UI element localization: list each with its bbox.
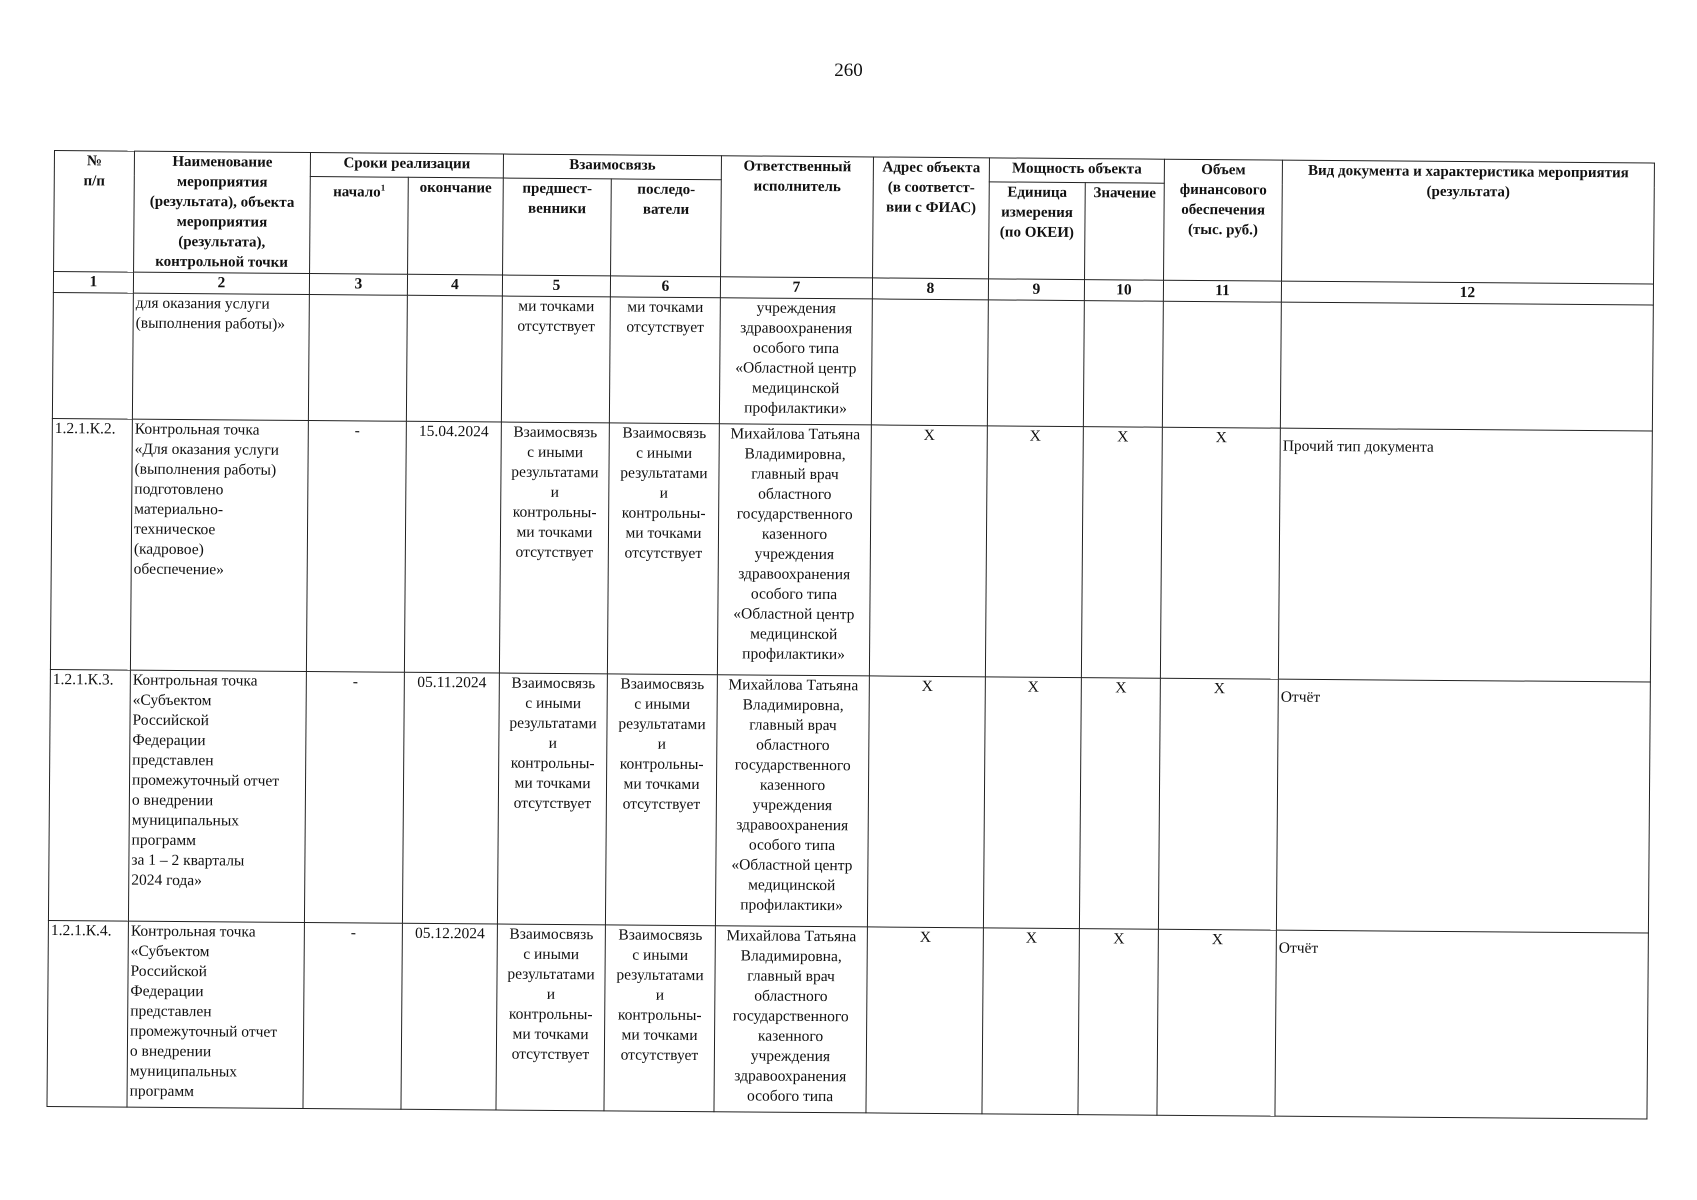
row-start — [308, 295, 407, 422]
row-finance: X — [1158, 678, 1278, 930]
column-number: 3 — [309, 274, 407, 296]
row-start: - — [306, 421, 406, 673]
row-predecessors: Взаимосвязь с иными результатами и контрольны- ми точками отсутствует — [496, 924, 605, 1111]
row-name: Контрольная точка «Субъектом Российской Федерации представлен промежуточный отчет о внедрении муниципальных программ — [127, 921, 304, 1108]
header-relation: Взаимосвязь — [503, 154, 721, 180]
column-number: 10 — [1084, 280, 1163, 302]
header-doc-type: Вид документа и характеристика мероприятия (результата) — [1282, 160, 1655, 284]
row-num — [52, 292, 133, 419]
row-successors: Взаимосвязь с иными результатами и контрольны- ми точками отсутствует — [604, 925, 715, 1112]
row-end: 15.04.2024 — [404, 421, 501, 673]
row-predecessors: Взаимосвязь с иными результатами и контрольны- ми точками отсутствует — [499, 422, 609, 674]
column-number: 4 — [407, 274, 502, 296]
header-terms: Сроки реализации — [310, 153, 503, 179]
header-num: № п/п — [54, 151, 135, 273]
column-number: 12 — [1281, 281, 1653, 305]
row-value — [1083, 301, 1163, 428]
row-end: 05.12.2024 — [401, 923, 497, 1110]
row-address: X — [867, 676, 985, 928]
header-unit: Единица измерения (по ОКЕИ) — [989, 182, 1086, 280]
table-container — [46, 150, 1654, 1120]
row-unit: X — [985, 426, 1083, 678]
row-unit: X — [983, 677, 1081, 929]
row-num: 1.2.1.К.4. — [47, 920, 128, 1107]
page-number: 260 — [834, 60, 863, 81]
header-end: окончание — [408, 177, 504, 275]
row-num: 1.2.1.К.2. — [50, 418, 132, 670]
row-name: Контрольная точка «Для оказания услуги (выполнения работы) подготовлено материально- техническое (кадровое) обеспечение» — [130, 419, 308, 671]
column-number: 1 — [53, 272, 133, 294]
row-value: X — [1079, 678, 1160, 930]
table-row — [52, 292, 1653, 431]
row-start: - — [303, 922, 402, 1109]
row-predecessors: Взаимосвязь с иными результатами и контрольны- ми точками отсутствует — [497, 673, 607, 925]
row-address: X — [866, 927, 983, 1114]
row-finance: X — [1157, 929, 1276, 1116]
row-unit — [987, 300, 1084, 427]
row-name: для оказания услуги (выполнения работы)» — [132, 293, 309, 420]
row-doc-type: Отчёт — [1275, 930, 1648, 1119]
row-end — [406, 295, 502, 422]
row-responsible: Михайлова Татьяна Владимировна, главный врач областного государственного казенного учреждения здравоохранения особого типа «Областной центр медицинской профилактики» — [715, 675, 869, 927]
row-doc-type: Отчёт — [1276, 679, 1650, 933]
table-row — [50, 418, 1652, 682]
header-capacity: Мощность объекта — [989, 158, 1164, 184]
header-start-footnote: 1 — [380, 182, 386, 193]
row-name: Контрольная точка «Субъектом Российской Федерации представлен промежуточный отчет о внедрении муниципальных программ за 1 – 2 кварталы 2024 года» — [128, 670, 306, 922]
header-start — [310, 177, 409, 275]
header-successors: последо- ватели — [611, 179, 722, 277]
column-number: 7 — [720, 277, 872, 299]
activities-table — [46, 150, 1654, 1120]
row-doc-type: Прочий тип документа — [1278, 428, 1652, 682]
table-row — [47, 920, 1648, 1119]
header-predecessors: предшест- венники — [503, 178, 612, 276]
header-address: Адрес объекта (в соответст-вии с ФИАС) — [873, 157, 990, 279]
column-number: 8 — [872, 278, 988, 300]
table-header — [54, 151, 1655, 285]
column-number: 6 — [610, 276, 720, 298]
row-responsible: учреждения здравоохранения особого типа «Областной центр медицинской профилактики» — [719, 298, 872, 425]
row-start: - — [304, 671, 404, 923]
row-address: X — [869, 425, 987, 677]
header-start-label: начало — [333, 184, 381, 201]
row-successors: ми точками отсутствует — [609, 297, 720, 424]
row-unit: X — [982, 928, 1079, 1115]
header-finance: Объем финансового обеспечения (тыс. руб.) — [1164, 159, 1283, 281]
row-predecessors: ми точками отсутствует — [501, 296, 610, 423]
header-responsible: Ответственный исполнитель — [721, 156, 874, 278]
column-number: 9 — [988, 279, 1084, 301]
row-successors: Взаимосвязь с иными результатами и контрольны- ми точками отсутствует — [605, 674, 717, 926]
header-name: Наименование мероприятия (результата), объекта мероприятия (результата), контрольной точки — [134, 151, 311, 273]
column-number: 2 — [133, 272, 309, 294]
header-value: Значение — [1085, 183, 1165, 280]
column-number: 11 — [1163, 280, 1281, 302]
row-address — [871, 299, 988, 426]
row-end: 05.11.2024 — [402, 672, 499, 924]
row-value: X — [1081, 427, 1162, 679]
row-value: X — [1078, 929, 1158, 1116]
row-finance — [1162, 301, 1281, 428]
row-num: 1.2.1.К.3. — [48, 669, 130, 921]
row-finance: X — [1160, 427, 1280, 679]
row-responsible: Михайлова Татьяна Владимировна, главный врач областного государственного казенного учреждения здравоохранения особого типа — [714, 926, 867, 1113]
row-successors: Взаимосвязь с иными результатами и контрольны- ми точками отсутствует — [607, 423, 719, 675]
column-number: 5 — [502, 275, 610, 297]
row-doc-type — [1280, 302, 1653, 431]
table-row — [48, 669, 1650, 933]
row-responsible: Михайлова Татьяна Владимировна, главный врач областного государственного казенного учреждения здравоохранения особого типа «Областной центр медицинской профилактики» — [717, 424, 871, 676]
